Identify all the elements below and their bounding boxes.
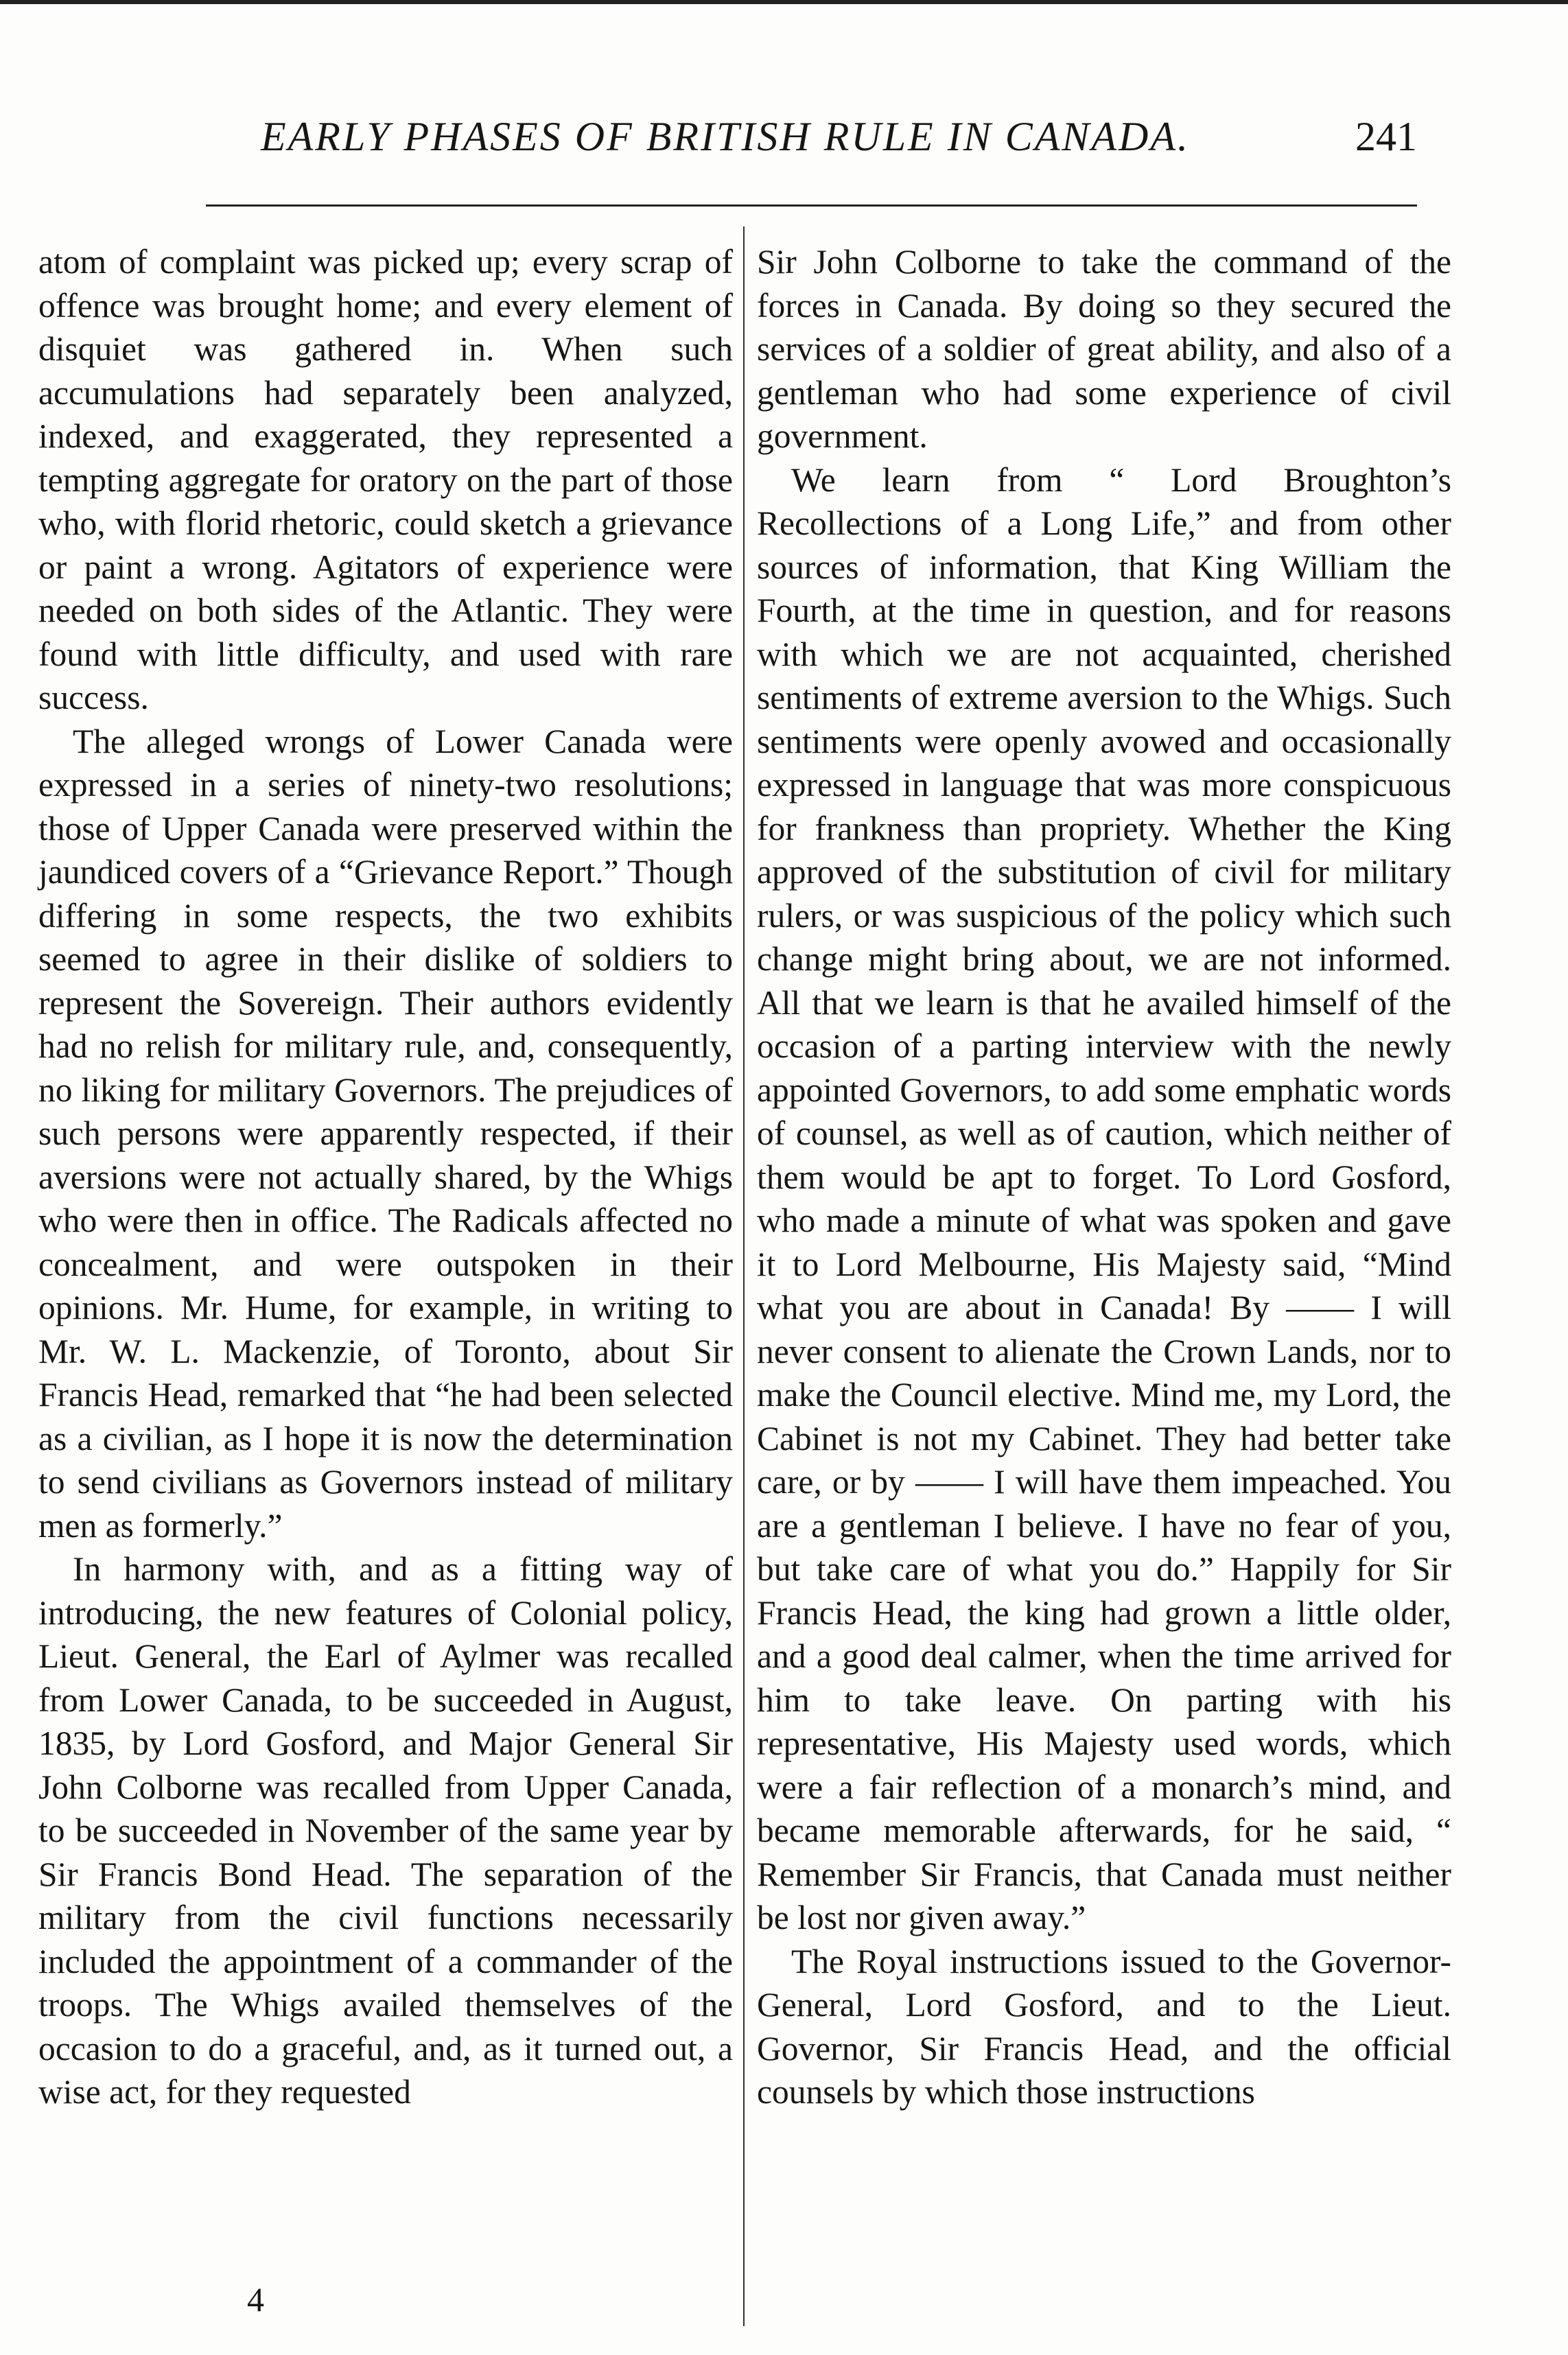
column-divider [743,226,745,2326]
header-rule [206,204,1417,207]
paragraph: atom of complaint was picked up; every scrap of offence was brought home; and every element of disquiet was gathered in. When such accumulations had separately been analyzed, indexed, and exaggerated, they represented a tempting aggregate for oratory on the part of those who, with florid rhetoric, could sketch a grievance or paint a wrong. Agitators of experience were needed on both sides of the Atlantic. They were found with little difficulty, and used with rare success. [38,243,733,716]
paragraph: The alleged wrongs of Lower Canada were expressed in a series of ninety-two resolutions; those of Upper Canada were preserved within the jaundiced covers of a “Grievance Report.” Though differing in some respects, the two exhibits seemed to agree in their dislike of soldiers to represent the Sovereign. Their authors evidently had no relish for military rule, and, consequently, no liking for military Governors. The prejudices of such persons were apparently respected, if their aversions were not actually shared, by the Whigs who were then in office. The Radicals affected no concealment, and were outspoken in their opinions. Mr. Hume, for example, in writing to Mr. W. L. Mackenzie, of Toronto, about Sir Francis Head, remarked that “he had been selected as a civilian, as I hope it is now the determination to send civilians as Governors instead of military men as formerly.” [38,722,733,1545]
paragraph: Sir John Colborne to take the command of the forces in Canada. By doing so they secured the services of a soldier of great ability, and also of a gentleman who had some experience of civil government. [757,243,1451,455]
page-header [206,106,1417,168]
top-border-rule [0,0,1568,4]
signature-mark: 4 [247,2280,264,2319]
paragraph: The Royal instructions issued to the Governor-General, Lord Gosford, and to the Lieut. Governor, Sir Francis Head, and the official counsels by which those instructions [757,1942,1451,2111]
page-number: 241 [1355,114,1417,159]
right-column [757,240,1451,2114]
running-title: EARLY PHASES OF BRITISH RULE IN CANADA. [261,114,1191,159]
left-column [38,240,733,2114]
paragraph: We learn from “ Lord Broughton’s Recollections of a Long Life,” and from other sources of information, that King William the Fourth, at the time in question, and for reasons with which we are not acquainted, cherished sentiments of extreme aversion to the Whigs. Such sentiments were openly avowed and occasionally expressed in language that was more conspicuous for frankness than propriety. Whether the King approved of the substitution of civil for military rulers, or was suspicious of the policy which such change might bring about, we are not informed. All that we learn is that he availed himself of the occasion of a parting interview with the newly appointed Governors, to add some emphatic words of counsel, as well as of caution, which neither of them would be apt to forget. To Lord Gosford, who made a minute of what was spoken and gave it to Lord Melbourne, His Majesty said, “Mind what you are about in Canada! By —— I will never consent to alienate the Crown Lands, nor to make the Council elective. Mind me, my Lord, the Cabinet is not my Cabinet. They had better take care, or by —— I will have them impeached. You are a gentleman I believe. I have no fear of you, but take care of what you do.” Happily for Sir Francis Head, the king had grown a little older, and a good deal calmer, when the time arrived for him to take leave. On parting with his representative, His Majesty used words, which were a fair reflection of a monarch’s mind, and became memorable afterwards, for he said, “ Remember Sir Francis, that Canada must neither be lost nor given away.” [757,460,1451,1936]
paragraph: In harmony with, and as a fitting way of introducing, the new features of Colonial policy, Lieut. General, the Earl of Aylmer was recalled from Lower Canada, to be succeeded in August, 1835, by Lord Gosford, and Major General Sir John Colborne was recalled from Upper Canada, to be succeeded in November of the same year by Sir Francis Bond Head. The separation of the military from the civil functions necessarily included the appointment of a commander of the troops. The Whigs availed themselves of the occasion to do a graceful, and, as it turned out, a wise act, for they requested [38,1550,733,2111]
